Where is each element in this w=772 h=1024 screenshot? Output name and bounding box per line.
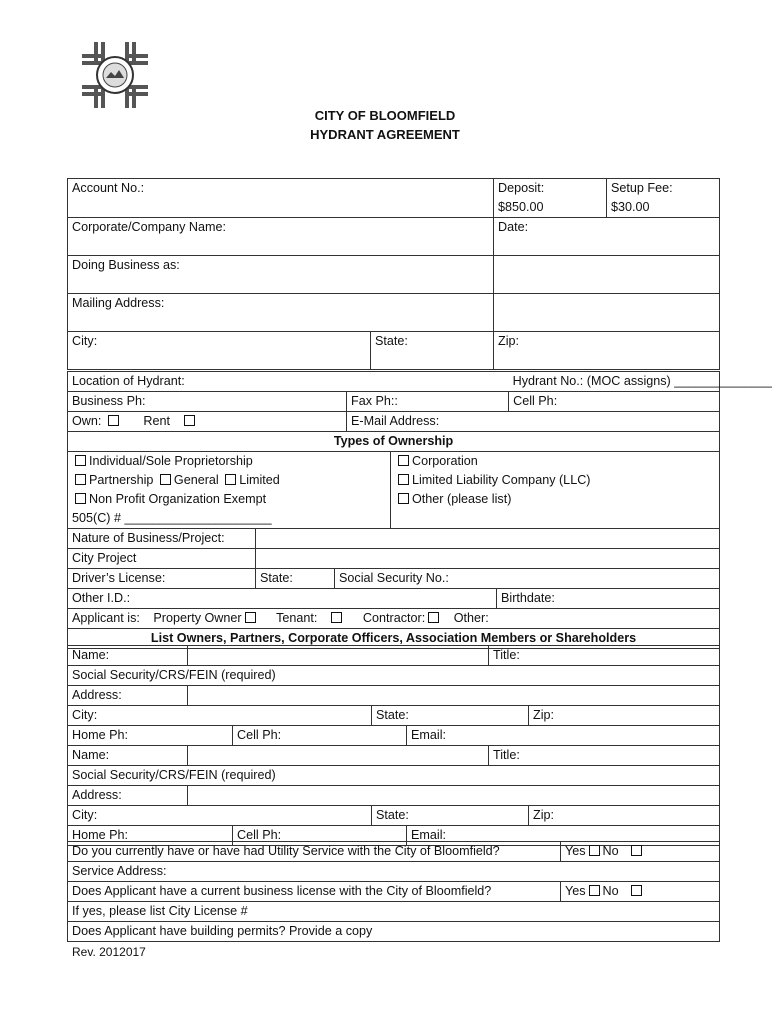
license-no-label: No xyxy=(602,884,619,898)
license-yes-checkbox[interactable] xyxy=(589,885,600,896)
service-license-table xyxy=(67,841,720,942)
tenant-label: Tenant: xyxy=(276,611,318,625)
owner1-email-label: Email: xyxy=(411,728,446,742)
owner1-address-label-cell xyxy=(68,686,188,706)
owner1-ssn-field[interactable] xyxy=(68,666,720,686)
city-license-number-field[interactable] xyxy=(68,902,720,922)
llc-label: Limited Liability Company (LLC) xyxy=(412,473,591,487)
setup-fee-label: Setup Fee: xyxy=(611,181,673,195)
owner2-zip-label: Zip: xyxy=(533,808,555,822)
deposit-value: $850.00 xyxy=(498,200,544,214)
other-label: Other: xyxy=(453,611,489,625)
owner2-address-field[interactable] xyxy=(188,786,720,806)
dba-extra-cell xyxy=(494,256,720,294)
zip-field[interactable] xyxy=(494,332,720,370)
other-list-label: Other (please list) xyxy=(412,492,512,506)
owner2-zip-field[interactable] xyxy=(529,806,720,826)
corporation-label: Corporation xyxy=(412,454,478,468)
nonprofit-checkbox[interactable] xyxy=(75,493,86,504)
service-address-label: Service Address: xyxy=(72,864,167,878)
contractor-checkbox[interactable] xyxy=(428,612,439,623)
rent-label: Rent xyxy=(143,414,171,428)
partnership-label: Partnership xyxy=(89,473,154,487)
utility-no-label: No xyxy=(602,844,619,858)
property-owner-checkbox[interactable] xyxy=(245,612,256,623)
owner2-title-label: Title: xyxy=(493,748,520,762)
owner2-state-field[interactable] xyxy=(372,806,529,826)
owner2-name-field[interactable] xyxy=(188,746,489,766)
owner1-cell-phone-label: Cell Ph: xyxy=(237,728,282,742)
owner2-cell-phone-label: Cell Ph: xyxy=(237,828,282,842)
limited-checkbox[interactable] xyxy=(225,474,236,485)
505c-field[interactable] xyxy=(68,509,391,529)
city-label: City: xyxy=(72,334,98,348)
dba-label: Doing Business as: xyxy=(72,258,180,272)
limited-label: Limited xyxy=(239,473,280,487)
corporation-checkbox[interactable] xyxy=(398,455,409,466)
corporation-option[interactable] xyxy=(391,452,720,472)
license-no-checkbox[interactable] xyxy=(631,885,642,896)
document-title: CITY OF BLOOMFIELD xyxy=(314,108,456,123)
utility-yes-checkbox[interactable] xyxy=(589,845,600,856)
other-list-option[interactable] xyxy=(391,490,720,509)
ssn-field[interactable] xyxy=(335,569,720,589)
own-checkbox[interactable] xyxy=(108,415,119,426)
account-info-table xyxy=(67,178,720,370)
deposit-label: Deposit: xyxy=(498,181,545,195)
owner2-city-field[interactable] xyxy=(68,806,372,826)
account-no-field[interactable] xyxy=(68,179,494,218)
owner1-ssn-label: Social Security/CRS/FEIN (required) xyxy=(72,668,276,682)
owner2-address-label-cell xyxy=(68,786,188,806)
business-phone-label: Business Ph: xyxy=(72,394,146,408)
mailing-address-field[interactable] xyxy=(68,294,494,332)
account-no-label: Account No.: xyxy=(72,181,145,195)
business-license-label: Does Applicant have a current business license with the City of Bloomfield? xyxy=(72,884,492,898)
mailing-address-label: Mailing Address: xyxy=(72,296,165,310)
date-label: Date: xyxy=(498,220,529,234)
zip-label: Zip: xyxy=(498,334,520,348)
owner1-state-field[interactable] xyxy=(372,706,529,726)
own-label: Own: xyxy=(72,414,102,428)
owner2-state-label: State: xyxy=(376,808,409,822)
owner1-email-field[interactable] xyxy=(407,726,720,746)
llc-option[interactable] xyxy=(391,471,720,490)
owner1-name-label-cell xyxy=(68,646,188,666)
owner1-name-label: Name: xyxy=(72,648,110,662)
mailing-extra-cell xyxy=(494,294,720,332)
city-project-field[interactable] xyxy=(256,549,720,569)
document-subtitle: HYDRANT AGREEMENT xyxy=(310,127,460,142)
owner1-home-phone-label: Home Ph: xyxy=(72,728,128,742)
nonprofit-option[interactable] xyxy=(68,490,391,509)
service-address-field[interactable] xyxy=(68,862,720,882)
505c-label: 505(C) # _____________________ xyxy=(72,511,272,525)
contractor-label: Contractor: xyxy=(362,611,426,625)
email-field[interactable] xyxy=(347,412,720,432)
business-license-answer xyxy=(561,882,720,902)
date-field[interactable] xyxy=(494,218,720,256)
hydrant-no-field[interactable] xyxy=(509,372,772,392)
business-phone-field[interactable] xyxy=(68,392,347,412)
cell-phone-field[interactable] xyxy=(509,392,720,412)
hydrant-no-label: Hydrant No.: (MOC assigns) ______________ xyxy=(512,374,772,388)
fax-phone-field[interactable] xyxy=(347,392,509,412)
owner2-name-label: Name: xyxy=(72,748,110,762)
building-permits-field[interactable] xyxy=(68,922,720,942)
owner1-address-field[interactable] xyxy=(188,686,720,706)
nonprofit-label: Non Profit Organization Exempt xyxy=(89,492,267,506)
owner1-zip-field[interactable] xyxy=(529,706,720,726)
general-label: General xyxy=(173,473,219,487)
setup-fee-cell xyxy=(607,179,720,218)
individual-checkbox[interactable] xyxy=(75,455,86,466)
owner1-address-label: Address: xyxy=(72,688,122,702)
individual-option[interactable] xyxy=(68,452,391,472)
email-label: E-Mail Address: xyxy=(351,414,440,428)
hydrant-ownership-table xyxy=(67,371,772,649)
utility-yes-label: Yes xyxy=(565,844,586,858)
dl-state-label: State: xyxy=(260,571,293,585)
own-rent-cell xyxy=(68,412,347,432)
owner1-city-label: City: xyxy=(72,708,98,722)
drivers-license-label: Driver’s License: xyxy=(72,571,166,585)
state-field[interactable] xyxy=(371,332,494,370)
owner1-title-field[interactable] xyxy=(489,646,720,666)
city-license-number-label: If yes, please list City License # xyxy=(72,904,248,918)
owner2-title-field[interactable] xyxy=(489,746,720,766)
dl-state-field[interactable] xyxy=(256,569,335,589)
individual-label: Individual/Sole Proprietorship xyxy=(89,454,253,468)
owner2-ssn-label: Social Security/CRS/FEIN (required) xyxy=(72,768,276,782)
applicant-is-label: Applicant is: xyxy=(72,611,140,625)
cell-phone-label: Cell Ph: xyxy=(513,394,558,408)
birthdate-field[interactable] xyxy=(497,589,720,609)
llc-checkbox[interactable] xyxy=(398,474,409,485)
other-list-blank xyxy=(391,509,720,529)
company-name-field[interactable] xyxy=(68,218,494,256)
nature-of-business-label: Nature of Business/Project: xyxy=(72,531,225,545)
owner1-title-label: Title: xyxy=(493,648,520,662)
dba-field[interactable] xyxy=(68,256,494,294)
nature-of-business-field[interactable] xyxy=(256,529,720,549)
drivers-license-field[interactable] xyxy=(68,569,256,589)
ssn-label: Social Security No.: xyxy=(339,571,449,585)
utility-service-label: Do you currently have or have had Utility Service with the City of Bloomfield? xyxy=(72,844,500,858)
location-label: Location of Hydrant: xyxy=(72,374,185,388)
other-list-checkbox[interactable] xyxy=(398,493,409,504)
owners-table xyxy=(67,645,720,846)
business-license-question xyxy=(68,882,561,902)
city-project-cell xyxy=(68,549,256,569)
birthdate-label: Birthdate: xyxy=(501,591,555,605)
nature-of-business-label-cell xyxy=(68,529,256,549)
owner1-zip-label: Zip: xyxy=(533,708,555,722)
owners-list-heading: List Owners, Partners, Corporate Officers, Association Members or Shareholders xyxy=(68,629,720,649)
owner1-state-label: State: xyxy=(376,708,409,722)
rent-checkbox[interactable] xyxy=(184,415,195,426)
state-label: State: xyxy=(375,334,408,348)
owner2-name-label-cell xyxy=(68,746,188,766)
applicant-type-row xyxy=(68,609,720,629)
owner1-city-field[interactable] xyxy=(68,706,372,726)
property-owner-label: Property Owner xyxy=(153,611,242,625)
owner2-city-label: City: xyxy=(72,808,98,822)
fax-phone-label: Fax Ph:: xyxy=(351,394,398,408)
utility-service-answer xyxy=(561,842,720,862)
company-name-label: Corporate/Company Name: xyxy=(72,220,226,234)
types-of-ownership-heading: Types of Ownership xyxy=(68,432,720,452)
owner2-ssn-field[interactable] xyxy=(68,766,720,786)
owner1-home-phone-field[interactable] xyxy=(68,726,233,746)
owner1-name-field[interactable] xyxy=(188,646,489,666)
partnership-checkbox[interactable] xyxy=(75,474,86,485)
city-seal-logo xyxy=(80,40,150,110)
owner2-address-label: Address: xyxy=(72,788,122,802)
tenant-checkbox[interactable] xyxy=(331,612,342,623)
other-id-field[interactable] xyxy=(68,589,497,609)
setup-fee-value: $30.00 xyxy=(611,200,650,214)
revision-number: Rev. 2012017 xyxy=(72,945,146,959)
partnership-option[interactable] xyxy=(68,471,391,490)
utility-no-checkbox[interactable] xyxy=(631,845,642,856)
general-checkbox[interactable] xyxy=(160,474,171,485)
building-permits-label: Does Applicant have building permits? Provide a copy xyxy=(72,924,373,938)
license-yes-label: Yes xyxy=(565,884,586,898)
other-id-label: Other I.D.: xyxy=(72,591,131,605)
city-field[interactable] xyxy=(68,332,371,370)
city-project-label: City Project xyxy=(72,551,137,565)
location-field[interactable] xyxy=(68,372,509,392)
utility-service-question xyxy=(68,842,561,862)
owner2-email-label: Email: xyxy=(411,828,446,842)
owner2-home-phone-label: Home Ph: xyxy=(72,828,128,842)
deposit-cell xyxy=(494,179,607,218)
owner1-cell-phone-field[interactable] xyxy=(233,726,407,746)
